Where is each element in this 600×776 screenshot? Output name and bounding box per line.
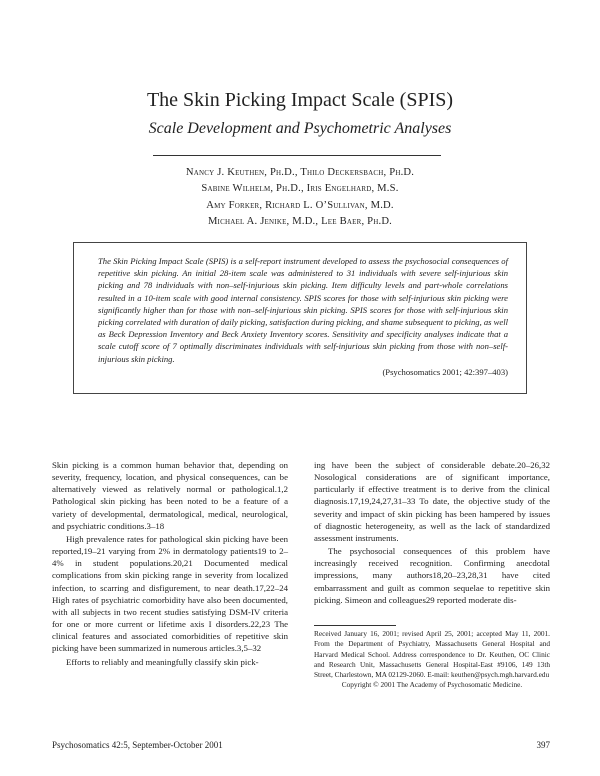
body-column-right: [314, 459, 550, 606]
paragraph: Skin picking is a common human behavior that, depending on severity, frequency, location, and physical consequences, can be alternatively viewed as relatively normal or pathological.1,2 Pathological skin picking has been noted to be a feature of a variety of developmental, dermatological, medical, neurological, and psychiatric conditions.3–18: [52, 460, 288, 531]
paragraph: Efforts to reliably and meaningfully classify skin pick-: [66, 656, 259, 667]
abstract-text: The Skin Picking Impact Scale (SPIS) is a self-report instrument developed to assess the psychosocial consequences of repetitive skin picking. An initial 28-item scale was administered to 31 individuals with severe self-injurious skin picking and 78 individuals with non–self-injurious skin picking. Item difficulty levels and part-whole correlations resulted in a 10-item scale with good internal consistency. SPIS scores for those with self-injurious skin picking were significantly higher than for those with non–self-injurious skin picking. SPIS scores for those with self-injurious skin picking correlated with duration of daily picking, satisfaction during picking, and shame subsequent to picking, as well as Beck Depression Inventory and Beck Anxiety Inventory scores. Sensitivity and specificity analyses indicate that a scale cutoff score of 7 optimally discriminates individuals with self-injurious skin picking from those with non–self-injurious skin picking.: [98, 256, 508, 364]
footnote-text: Received January 16, 2001; revised April 25, 2001; accepted May 11, 2001. From the Department of Psychiatry, Massachusetts General Hospital and Harvard Medical School. Address correspondence to Dr. Keuthen, OC Clinic and Research Unit, Massachusetts General Hospital-East #9106, 149 13th Street, Charlestown, MA 02129-2060. E-mail: keuthen@psych.mgh.harvard.edu: [314, 629, 550, 680]
paper-subtitle: Scale Development and Psychometric Analyses: [148, 120, 452, 137]
paragraph: High prevalence rates for pathological skin picking have been reported,19–21 varying from 2% in dermatology patients19 to 2–4% in student populations.20,21 Documented medical complications from skin picking range in severity from localized infection, to scarring and disfigurement, to near death.17,22–24 High rates of psychiatric comorbidity have also been documented, with all subjects in two recent studies satisfying DSM-IV criteria for one or more current or lifetime axis I disorders.22,23 The clinical features and associated comorbidities of repetitive skin picking have been summarized in numerous articles.3,5–32: [52, 533, 288, 654]
footnote: [314, 629, 550, 691]
author-line: Sabine Wilhelm, Ph.D., Iris Engelhard, M.S.: [201, 183, 399, 195]
author-line: Michael A. Jenike, M.D., Lee Baer, Ph.D.: [207, 215, 393, 227]
body-column-left: [52, 459, 288, 668]
paragraph: The psychosocial consequences of this problem have increasingly received recognition. Confirming anecdotal impressions, many authors18,20–23,28,31 have cited embarrassment and guilt as common sequelae to repetitive skin picking. Simeon and colleagues29 reported moderate dis-: [314, 546, 550, 605]
author-line: Nancy J. Keuthen, Ph.D., Thilo Deckersbach, Ph.D.: [185, 167, 415, 178]
footnote-divider: [314, 625, 396, 626]
paper-title: The Skin Picking Impact Scale (SPIS): [146, 89, 454, 111]
author-list: [0, 165, 600, 230]
abstract-citation: (Psychosomatics 2001; 42:397–403): [382, 366, 508, 377]
title-divider: [153, 155, 441, 156]
abstract-box: [73, 242, 527, 394]
author-line: Amy Forker, Richard L. O’Sullivan, M.D.: [206, 199, 394, 211]
journal-footer: Psychosomatics 42:5, September-October 2001: [52, 740, 223, 750]
page-number: 397: [536, 740, 550, 750]
copyright: Copyright © 2001 The Academy of Psychosomatic Medicine.: [341, 680, 523, 690]
paragraph: ing have been the subject of considerable debate.20–26,32 Nosological considerations are of significant importance, particularly if effective treatment is to derive from the clinical diagnosis.17,19,24,27,31–33 To date, the objective study of the severity and impact of skin picking has been hampered by issues of diagnostic heterogeneity, as well as the lack of standardized assessment instruments.: [314, 460, 550, 543]
